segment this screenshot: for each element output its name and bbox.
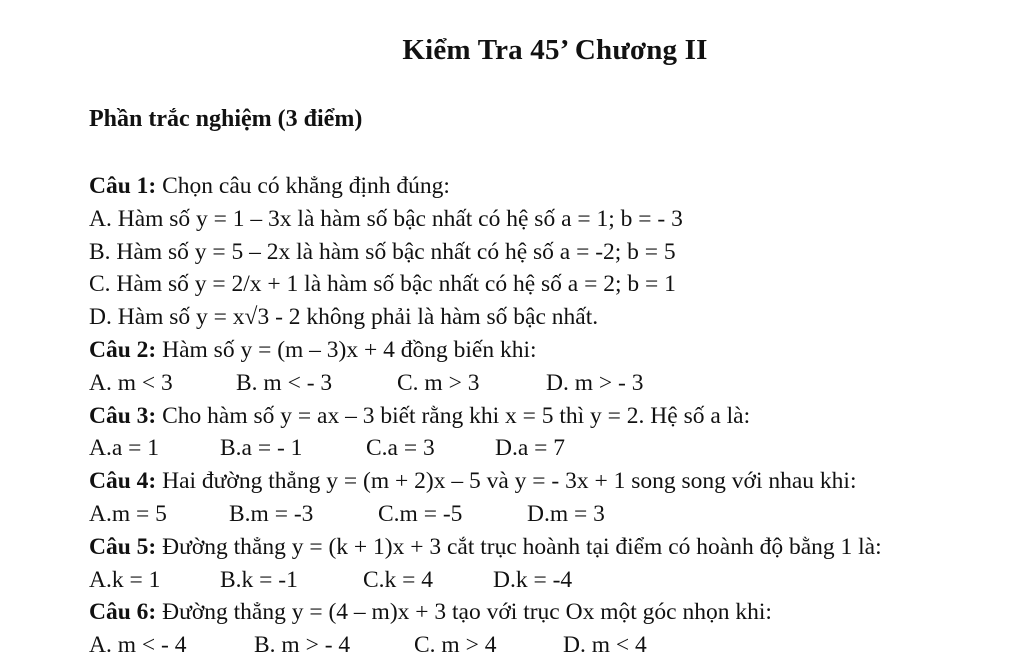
q6-option-c: C. m > 4 <box>414 632 497 659</box>
question-text: Chọn câu có khẳng định đúng: <box>162 173 450 199</box>
q5-option-b: B.k = -1 <box>220 566 298 593</box>
q6-option-a: A. m < - 4 <box>89 632 187 659</box>
question-text: Hai đường thẳng y = (m + 2)x – 5 và y = - 3x + 1 song song với nhau khi: <box>162 468 857 495</box>
q3-option-d: D.a = 7 <box>495 435 566 462</box>
q2-option-a: A. m < 3 <box>89 369 173 396</box>
question-text: Đường thẳng y = (k + 1)x + 3 cắt trục hoành tại điểm có hoành độ bằng 1 là: <box>162 533 882 560</box>
q3-option-c: C.a = 3 <box>366 435 435 462</box>
q6-options <box>89 629 1024 662</box>
page-title: Kiểm Tra 45’ Chương II <box>402 34 708 66</box>
q4-options <box>89 498 1024 531</box>
q1-option-b: B. Hàm số y = 5 – 2x là hàm số bậc nhất có hệ số a = -2; b = 5 <box>89 238 676 265</box>
q6-option-b: B. m > - 4 <box>254 632 351 659</box>
q6-option-d: D. m < 4 <box>563 632 647 659</box>
q1-option-d: D. Hàm số y = x√3 - 2 không phải là hàm số bậc nhất. <box>89 304 599 331</box>
q3-option-b: B.a = - 1 <box>220 435 303 462</box>
question-5 <box>89 531 1024 564</box>
q2-option-d: D. m > - 3 <box>546 369 644 396</box>
q1-option-a: A. Hàm số y = 1 – 3x là hàm số bậc nhất có hệ số a = 1; b = - 3 <box>89 205 683 232</box>
q5-option-d: D.k = -4 <box>493 566 573 593</box>
q4-option-b: B.m = -3 <box>229 500 314 527</box>
question-label: Câu 6: <box>89 599 157 626</box>
question-label: Câu 5: <box>89 533 157 560</box>
q5-option-c: C.k = 4 <box>363 566 434 593</box>
q2-options <box>89 367 1024 400</box>
question-1 <box>89 170 1024 203</box>
q3-option-a: A.a = 1 <box>89 435 160 462</box>
question-3 <box>89 400 1024 433</box>
question-text: Cho hàm số y = ax – 3 biết rằng khi x = 5 thì y = 2. Hệ số a là: <box>162 402 751 429</box>
question-6 <box>89 596 1024 629</box>
q2-option-b: B. m < - 3 <box>236 369 333 396</box>
question-list <box>89 170 1024 662</box>
q3-options <box>89 432 1024 465</box>
question-4 <box>89 465 1024 498</box>
section-heading: Phần trắc nghiệm (3 điểm) <box>89 106 363 132</box>
q4-option-c: C.m = -5 <box>378 500 463 527</box>
question-2 <box>89 334 1024 367</box>
q2-option-c: C. m > 3 <box>397 369 480 396</box>
q4-option-d: D.m = 3 <box>527 500 605 527</box>
question-label: Câu 2: <box>89 336 157 363</box>
question-label: Câu 1: <box>89 173 157 199</box>
q4-option-a: A.m = 5 <box>89 500 167 527</box>
q5-options <box>89 564 1024 597</box>
q1-option-c: C. Hàm số y = 2/x + 1 là hàm số bậc nhất có hệ số a = 2; b = 1 <box>89 271 676 298</box>
question-label: Câu 3: <box>89 402 157 429</box>
question-text: Hàm số y = (m – 3)x + 4 đồng biến khi: <box>162 336 537 363</box>
question-label: Câu 4: <box>89 468 157 495</box>
question-text: Đường thẳng y = (4 – m)x + 3 tạo với trục Ox một góc nhọn khi: <box>162 599 772 626</box>
q5-option-a: A.k = 1 <box>89 566 161 593</box>
